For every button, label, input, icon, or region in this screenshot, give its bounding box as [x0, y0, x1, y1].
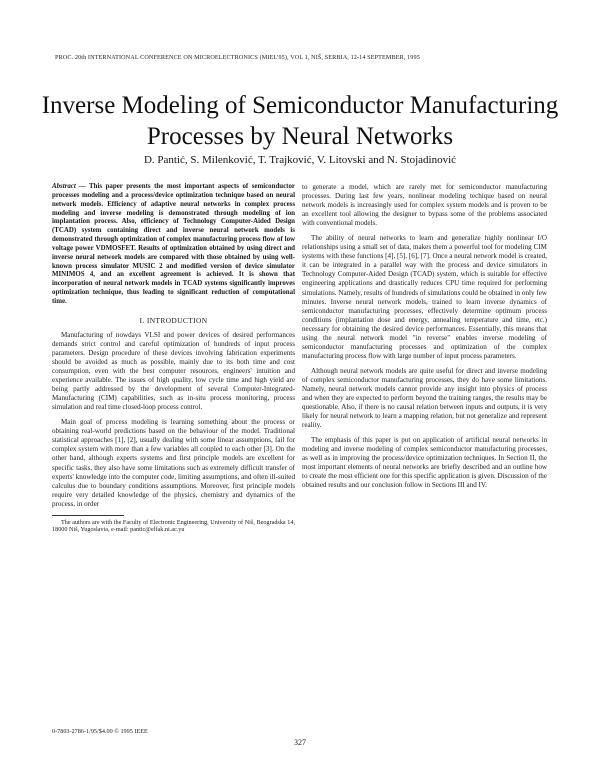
- intro-paragraph: Main goal of process modeling is learning something about the process or obtaining real-world predictions based on the behaviour of the model. Traditional statistical approaches [1], [2], usually dealing with some linear assumptions, fail for complex system with more than a few variables all coupled to each other [3]. On the other hand, although experts systems and first principle models are excellent for specific tasks, they also have some limitations such as extremely difficult transfer of experts' knowledge into the computer code, limiting assumptions, and often ill-suited calculus due to boundary conditions assumptions. Moreover, first principle models require very detailed knowledge of the physics, chemistry and dynamics of the process, in order: [52, 418, 295, 508]
- intro-paragraph: Manufacturing of nowdays VLSI and power devices of desired performances demands strict control and careful optimization of hundreds of input process parameters. Design procedure of these devices involving fabrication experiments should be avoided as much as possible, mainly due to its both time and cost consumption, even with the best computer resources, engineers' intuition and experience available. The issues of high quality, low cycle time and high yield are being partly addressed by the development of several Computer-Integrated-Manufacturing (CIM) capabilities, such as in-situ process monitoring, process simulation and real time closed-loop process control.: [52, 330, 295, 412]
- body-paragraph: Although neural network models are quite useful for direct and inverse modeling of complex semiconductor manufacturing processes, they do have some limitations. Namely, neural network models cannot provide any insight into physics of process and when they are expected to perform beyond the training ranges, the results may be questionable. Also, if there is no causal relation between inputs and outputs, it is very likely for neural network to learn a mapping relation, but not generalize and represent reality.: [302, 366, 547, 430]
- body-paragraph: The ability of neural networks to learn and generalize highly nonlinear I/O relationships using a small set of data, makes them a powerful tool for modeling CIM systems with these functions [4], [5], [6], [7]. Once a neural network model is created, it can be integrated in a parallel way with the process and device simulators in Technology Computer-Aided Design (TCAD) system, which is suitable for effective engineering applications and drastically reduces CPU time required for performing simulations. Namely, results of hundreds of simulations could be obtained in only few minutes. Inverse neural network models, trained to learn inverse dynamics of semiconductor manufacturing processes, effectively determine optimum process conditions (implantation dose and energy, annealing temperature and time, etc.) necessary for obtaining the desired device performances. Essentially, this means that using the neural network model "in reverse" enables inverse modeling of semiconductor manufacturing processes and optimization of the complex manufacturing process flow with large number of input process parameters.: [302, 234, 547, 360]
- page-number: 327: [294, 738, 306, 747]
- abstract-lead: Abstract: [52, 183, 76, 190]
- right-column: [302, 183, 547, 497]
- copyright-line: 0-7803-2786-1/95/$4.00 © 1995 IEEE: [52, 728, 148, 735]
- author-affiliation-footnote: The authors are with the Faculty of Electronic Engineering, University of Niš, Beogradska 14, 18000 Niš, Yugoslavia, e-mail: pantic@elfak.ni.ac.yu: [52, 518, 295, 534]
- author-list: D. Pantić, S. Milenković, T. Trajković, V. Litovski and N. Stojadinović: [143, 154, 457, 166]
- body-paragraph: to generate a model, which are rarely met for semiconductor manufacturing processes. During last few years, nonlinear modeling techique based on neural network models is increasingly used for complex system models and is proven to be an excellent tool allowing the designer to bypass some of the problems associated with conventional models.: [302, 183, 547, 228]
- abstract: [52, 183, 295, 307]
- body-paragraph: The emphasis of this paper is put on application of artificial neural networks in modeling and inverse modeling of complex semiconductor manufacturing processes, as well as in improving the process/device optimization techniques. In Section II, the most important elements of neural networks are briefly described and an outline how to create the most efficient one for this specific application is given. Discussion of the obtained results and our conclusion follow in Sections III and IV.: [302, 436, 547, 490]
- paper-title: Inverse Modeling of Semiconductor Manufacturing Processes by Neural Networks: [41, 92, 559, 150]
- abstract-text: — This paper presents the most important aspects of semiconductor processes modeling and a process/device optimization technique based on neural network models. Efficiency of adaptive neural networks in complex process modeling and inverse modeling is demonstrated through modeling of ion implantation process. Also, efficiency of Technology Computer-Aided Design (TCAD) system containing direct and inverse neural network models is demonstrated through optimization of complex manufacturing process flow of low voltage power VDMOSFET. Results of optimization obtained by using direct and inverse neural network models are compared with those obtained by using well-known process simulator MUSIC 2 and modified version of device simulator MINIMOS 4, and an excellent agreement is achieved. It is shown that incorporation of neural network models in TCAD systems significantly improves optimization technique, thus leading to significant reduction of computational time.: [52, 183, 295, 305]
- footnote-rule: [52, 515, 124, 516]
- left-column: [52, 183, 295, 534]
- conference-header: PROC. 20th INTERNATIONAL CONFERENCE ON MICROELECTRONICS (MIEL'95), VOL 1, NIŠ, SERBIA, 12-14 SEPTEMBER, 1995: [55, 54, 420, 61]
- section-heading-introduction: I. INTRODUCTION: [139, 315, 208, 325]
